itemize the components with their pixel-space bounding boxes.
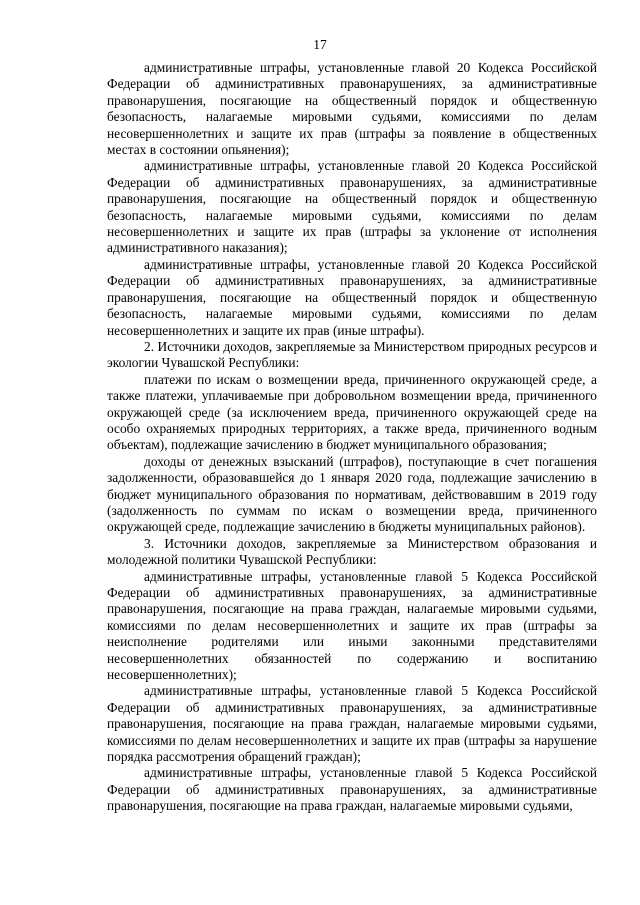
paragraph: административные штрафы, установленные главой 20 Кодекса Российской Федерации об административных правонарушениях, за административные правонарушения, посягающие на общественный порядок и общественную безопасность, налагаемые мировыми судьями, комиссиями по делам несовершеннолетних и защите их прав (штрафы за уклонение от исполнения административного наказания);: [107, 158, 597, 256]
paragraph: административные штрафы, установленные главой 20 Кодекса Российской Федерации об административных правонарушениях, за административные правонарушения, посягающие на общественный порядок и общественную безопасность, налагаемые мировыми судьями, комиссиями по делам несовершеннолетних и защите их прав (иные штрафы).: [107, 256, 597, 338]
paragraph: доходы от денежных взысканий (штрафов), поступающие в счет погашения задолженности, образовавшейся до 1 января 2020 года, подлежащие зачислению в бюджет муниципального образования по нормативам, действовавшим в 2019 году (задолженность по суммам по искам о возмещении вреда, причиненного окружающей среде, подлежащие зачислению в бюджеты муниципальных районов).: [107, 453, 597, 535]
page-number: 17: [313, 37, 327, 52]
paragraph: 3. Источники доходов, закрепляемые за Министерством образования и молодежной политики Чувашской Республики:: [107, 535, 597, 568]
document-body: [107, 60, 597, 815]
paragraph: административные штрафы, установленные главой 5 Кодекса Российской Федерации об административных правонарушениях, за административные правонарушения, посягающие на права граждан, налагаемые мировыми судьями, комиссиями по делам несовершеннолетних и защите их прав (штрафы за неисполнение родителями или иными законными представителями несовершеннолетних обязанностей по содержанию и воспитанию несовершеннолетних);: [107, 568, 597, 683]
paragraph: 2. Источники доходов, закрепляемые за Министерством природных ресурсов и экологии Чувашской Республики:: [107, 338, 597, 371]
paragraph: административные штрафы, установленные главой 5 Кодекса Российской Федерации об административных правонарушениях, за административные правонарушения, посягающие на права граждан, налагаемые мировыми судьями, комиссиями по делам несовершеннолетних и защите их прав (штрафы за нарушение порядка рассмотрения обращений граждан);: [107, 683, 597, 765]
paragraph: платежи по искам о возмещении вреда, причиненного окружающей среде, а также платежи, уплачиваемые при добровольном возмещении вреда, причиненного окружающей среде (за исключением вреда, причиненного окружающей среде на особо охраняемых природных территориях, а также вреда, причиненного водным объектам), подлежащие зачислению в бюджет муниципального образования;: [107, 371, 597, 453]
paragraph: административные штрафы, установленные главой 5 Кодекса Российской Федерации об административных правонарушениях, за административные правонарушения, посягающие на права граждан, налагаемые мировыми судьями,: [107, 765, 597, 814]
paragraph: административные штрафы, установленные главой 20 Кодекса Российской Федерации об административных правонарушениях, за административные правонарушения, посягающие на общественный порядок и общественную безопасность, налагаемые мировыми судьями, комиссиями по делам несовершеннолетних и защите их прав (штрафы за появление в общественных местах в состоянии опьянения);: [107, 60, 597, 158]
